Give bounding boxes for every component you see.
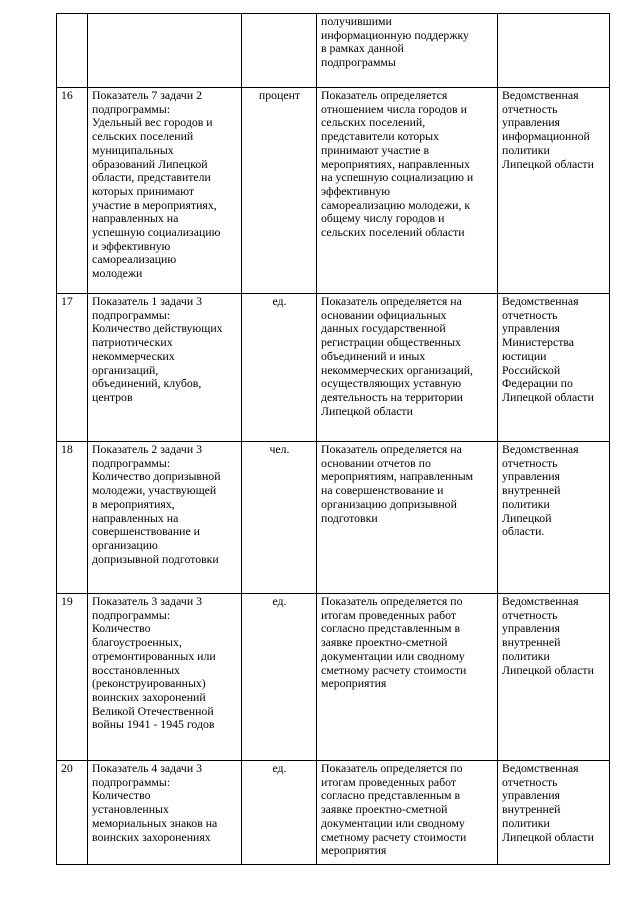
unit-cell: ед. — [242, 594, 317, 761]
table-row — [57, 14, 610, 88]
row-number-cell: 17 — [57, 294, 88, 442]
source-cell: Ведомственная отчетность управления внутренней политики Липецкой области — [498, 594, 610, 761]
row-number-cell: 19 — [57, 594, 88, 761]
method-cell: Показатель определяется по итогам проведенных работ согласно представленным в заявке проектно-сметной документации или сводному сметному расчету стоимости мероприятия — [317, 761, 498, 865]
source-cell: Ведомственная отчетность управления внутренней политики Липецкой области — [498, 761, 610, 865]
unit-cell: ед. — [242, 294, 317, 442]
indicators-table — [56, 13, 610, 865]
method-cell: Показатель определяется на основании официальных данных государственной регистрации общественных объединений и иных некоммерческих организаций, осуществляющих уставную деятельность на территории Липецкой области — [317, 294, 498, 442]
row-number-cell: 18 — [57, 442, 88, 594]
row-number-cell: 16 — [57, 88, 88, 294]
method-cell: Показатель определяется отношением числа городов и сельских поселений, представители которых принимают участие в мероприятиях, направленных на успешную социализацию и эффективную самореализацию молодежи, к общему числу городов и сельских поселений области — [317, 88, 498, 294]
row-number-cell — [57, 14, 88, 88]
table-row — [57, 442, 610, 594]
indicator-cell: Показатель 7 задачи 2 подпрограммы: Удельный вес городов и сельских поселений муниципальных образований Липецкой области, представители которых принимают участие в мероприятиях, направленных на успешную социализацию и эффективную самореализацию молодежи — [88, 88, 242, 294]
indicator-cell — [88, 14, 242, 88]
table-row — [57, 761, 610, 865]
method-cell: Показатель определяется на основании отчетов по мероприятиям, направленным на совершенствование и организацию допризывной подготовки — [317, 442, 498, 594]
unit-cell: чел. — [242, 442, 317, 594]
unit-cell: ед. — [242, 761, 317, 865]
row-number-cell: 20 — [57, 761, 88, 865]
unit-cell — [242, 14, 317, 88]
indicator-cell: Показатель 3 задачи 3 подпрограммы: Количество благоустроенных, отремонтированных или восстановленных (реконструированных) воинских захоронений Великой Отечественной войны 1941 - 1945 годов — [88, 594, 242, 761]
table-row — [57, 294, 610, 442]
source-cell: Ведомственная отчетность управления информационной политики Липецкой области — [498, 88, 610, 294]
indicator-cell: Показатель 4 задачи 3 подпрограммы: Количество установленных мемориальных знаков на воинских захоронениях — [88, 761, 242, 865]
table-row — [57, 594, 610, 761]
source-cell — [498, 14, 610, 88]
method-cell: Показатель определяется по итогам проведенных работ согласно представленным в заявке проектно-сметной документации или сводному сметному расчету стоимости мероприятия — [317, 594, 498, 761]
indicator-cell: Показатель 2 задачи 3 подпрограммы: Количество допризывной молодежи, участвующей в мероприятиях, направленных на совершенствование и организацию допризывной подготовки — [88, 442, 242, 594]
method-cell: получившими информационную поддержку в рамках данной подпрограммы — [317, 14, 498, 88]
source-cell: Ведомственная отчетность управления Министерства юстиции Российской Федерации по Липецкой области — [498, 294, 610, 442]
unit-cell: процент — [242, 88, 317, 294]
table-row — [57, 88, 610, 294]
indicator-cell: Показатель 1 задачи 3 подпрограммы: Количество действующих патриотических некоммерческих организаций, объединений, клубов, центров — [88, 294, 242, 442]
source-cell: Ведомственная отчетность управления внутренней политики Липецкой области. — [498, 442, 610, 594]
